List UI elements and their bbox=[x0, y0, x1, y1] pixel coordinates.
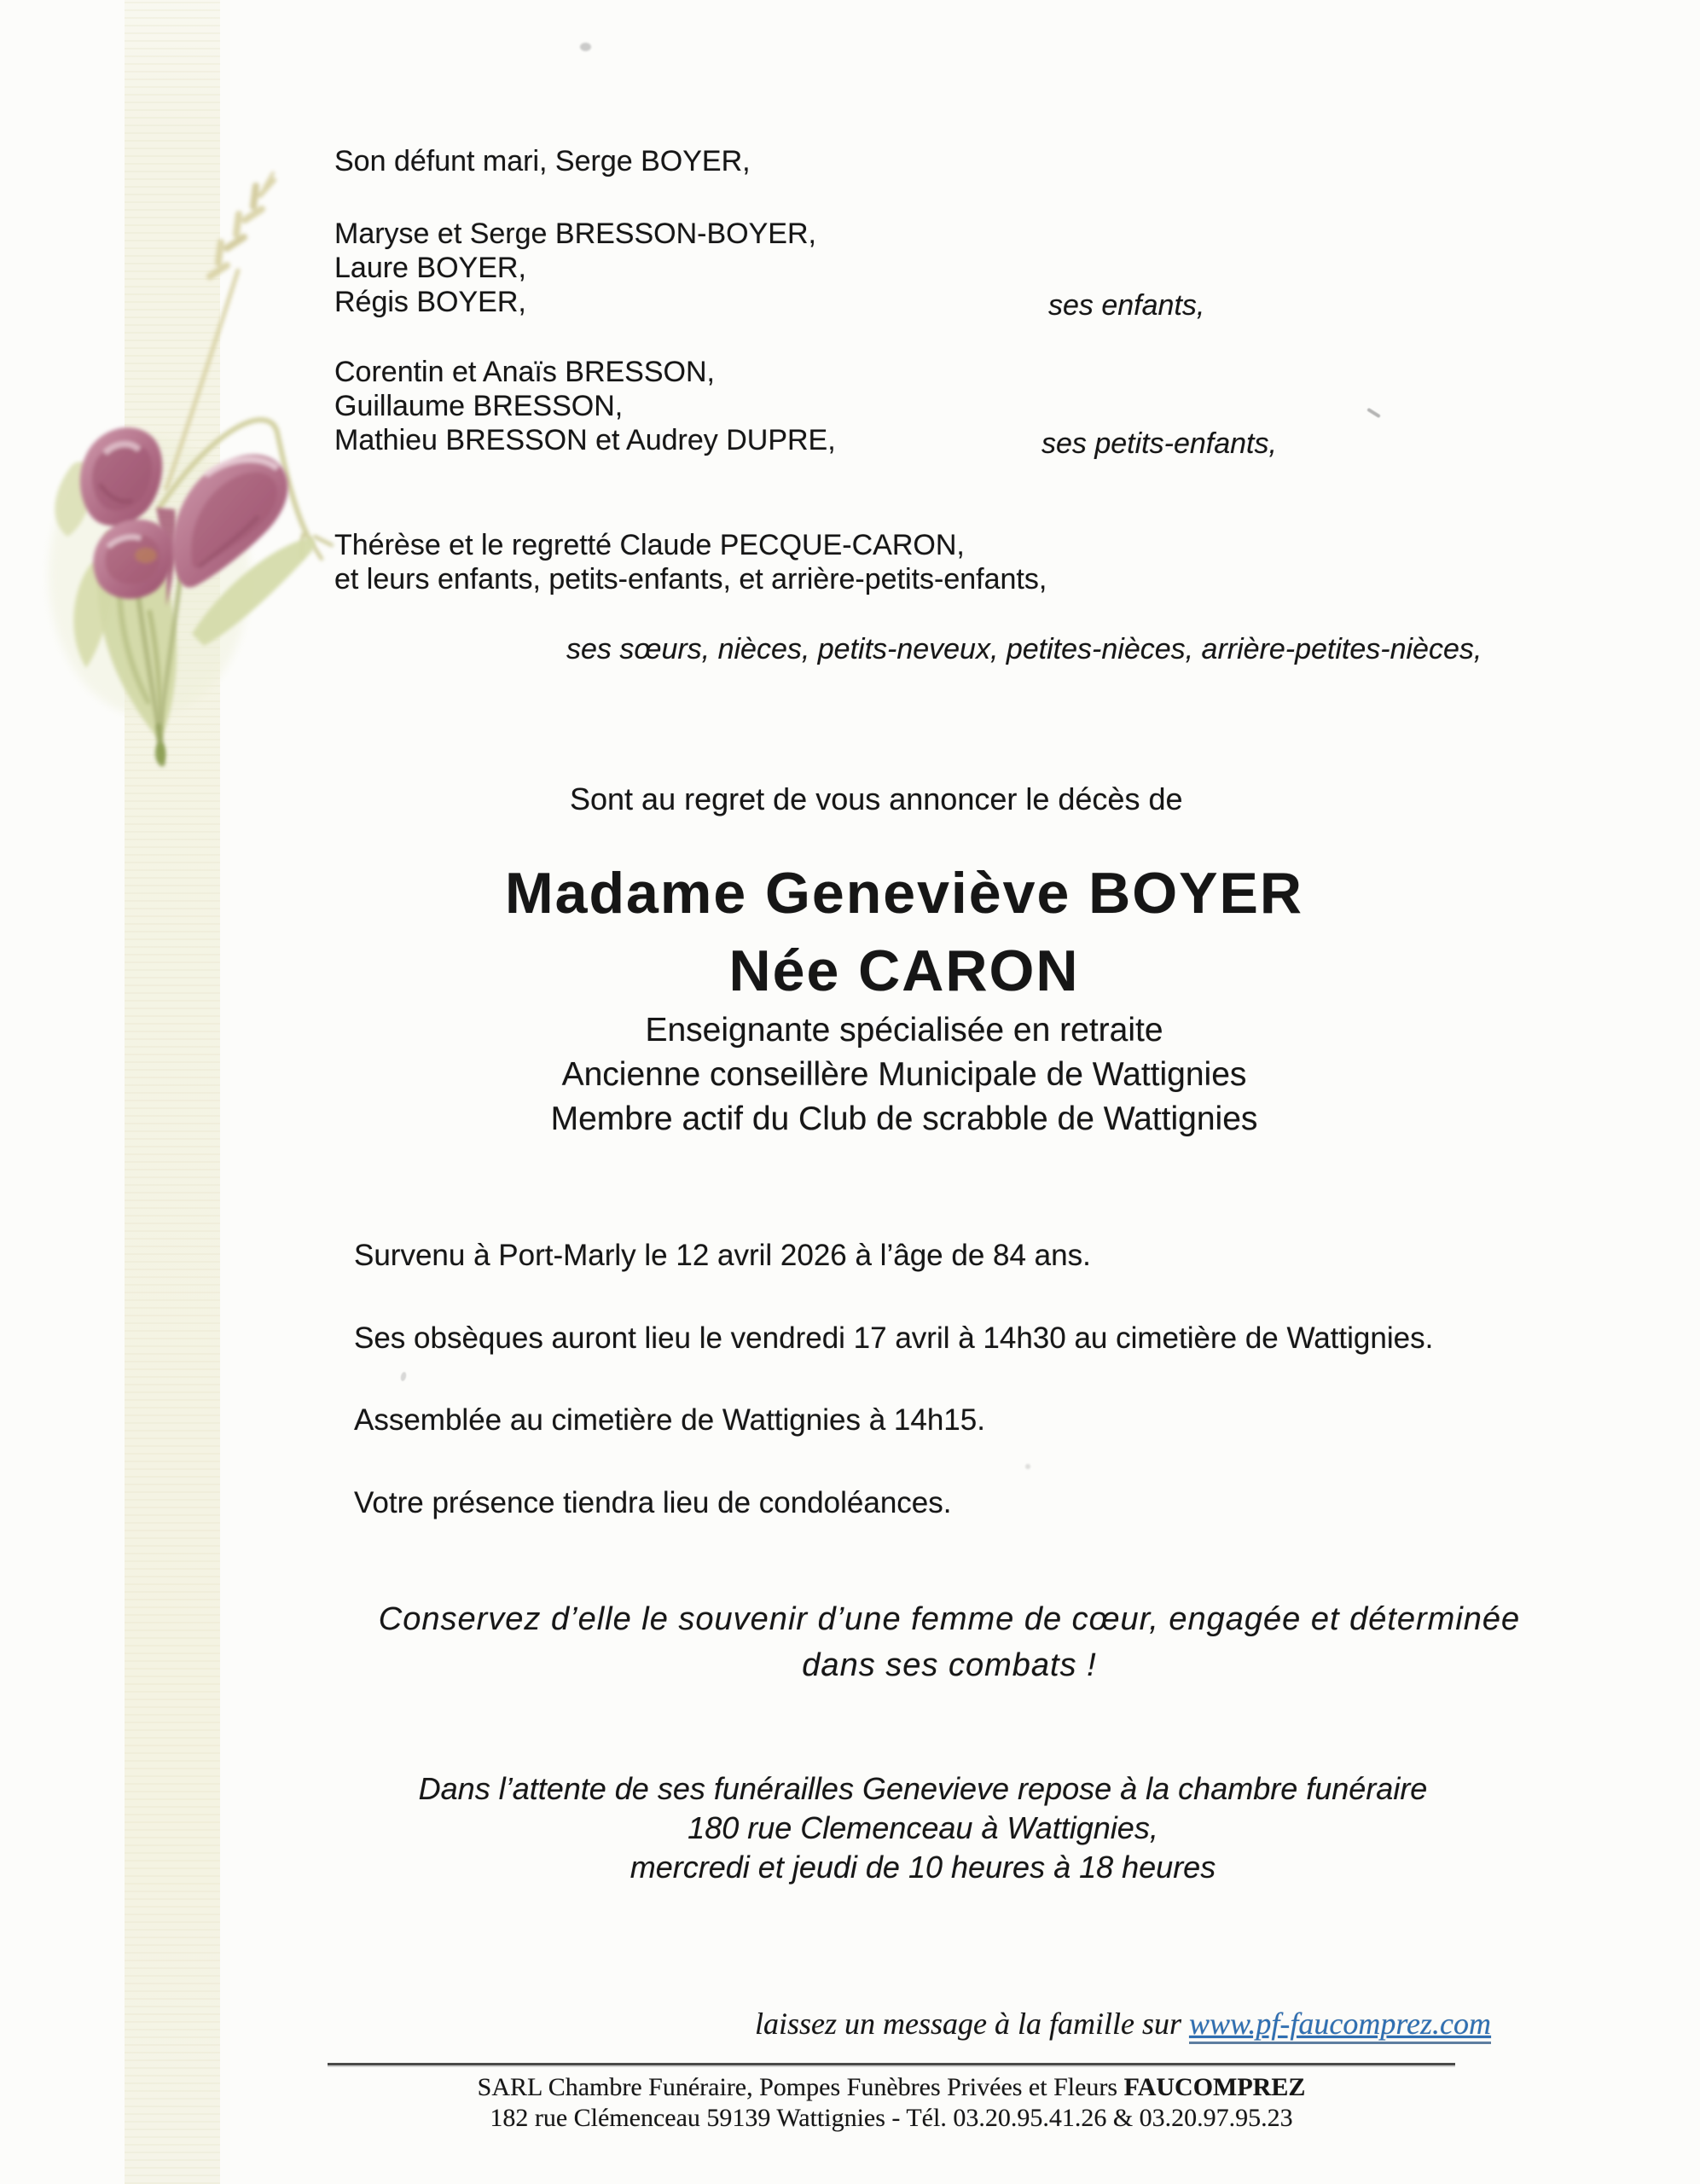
footer-divider bbox=[328, 2063, 1455, 2065]
tribute-line: dans ses combats ! bbox=[802, 1647, 1097, 1683]
maiden-name: Née CARON bbox=[728, 938, 1080, 1003]
grandchildren-lines bbox=[334, 355, 836, 457]
deceased-name: Madame Geneviève BOYER bbox=[505, 861, 1303, 926]
child-line: Laure BOYER, bbox=[334, 252, 526, 284]
funeral-home-company-line bbox=[328, 2073, 1455, 2103]
announcement-intro: Sont au regret de vous annoncer le décès de bbox=[570, 781, 1183, 816]
sibling-line: et leurs enfants, petits-enfants, et arrière-petits-enfants, bbox=[334, 563, 1047, 595]
stem-tip bbox=[155, 743, 165, 764]
online-message-prefix: laissez un message à la famille sur bbox=[755, 2007, 1189, 2041]
condolences-line: Votre présence tiendra lieu de condoléances. bbox=[354, 1486, 952, 1519]
funeral-details-line: Ses obsèques auront lieu le vendredi 17 avril à 14h30 au cimetière de Wattignies. bbox=[354, 1321, 1434, 1355]
grandchild-line: Guillaume BRESSON, bbox=[334, 390, 624, 422]
siblings-label: ses sœurs, nièces, petits-neveux, petites-nièces, arrière-petites-nièces, bbox=[566, 633, 1482, 665]
distinction-line: Ancienne conseillère Municipale de Wattignies bbox=[561, 1056, 1247, 1093]
grandchild-line: Mathieu BRESSON et Audrey DUPRE, bbox=[334, 424, 836, 456]
assembly-details-line: Assemblée au cimetière de Wattignies à 14h15. bbox=[354, 1403, 985, 1437]
company-name: FAUCOMPREZ bbox=[1123, 2073, 1306, 2101]
company-prefix: SARL Chambre Funéraire, Pompes Funèbres Privées et Fleurs bbox=[477, 2073, 1124, 2101]
sibling-line: Thérèse et le regretté Claude PECQUE-CARON, bbox=[334, 529, 965, 561]
death-details-line: Survenu à Port-Marly le 12 avril 2026 à l’âge de 84 ans. bbox=[354, 1239, 1091, 1272]
child-line: Maryse et Serge BRESSON-BOYER, bbox=[334, 218, 816, 250]
tribute-line: Conservez d’elle le souvenir d’une femme de cœur, engagée et déterminée bbox=[378, 1601, 1521, 1637]
children-label: ses enfants, bbox=[1048, 289, 1205, 322]
children-lines bbox=[334, 217, 816, 319]
funeral-home-website-link[interactable]: www.pf-faucomprez.com bbox=[1189, 2007, 1491, 2044]
funeral-home-address-line: 182 rue Clémenceau 59139 Wattignies - Tél. 03.20.95.41.26 & 03.20.97.95.23 bbox=[490, 2104, 1293, 2132]
grandchild-line: Corentin et Anaïs BRESSON, bbox=[334, 356, 715, 388]
repose-line: Dans l’attente de ses funérailles Genevieve repose à la chambre funéraire bbox=[418, 1771, 1428, 1806]
calla-lily-illustration bbox=[21, 166, 354, 781]
husband-line: Son défunt mari, Serge BOYER, bbox=[334, 145, 751, 177]
grandchildren-label: ses petits-enfants, bbox=[1041, 427, 1277, 460]
scan-speck bbox=[400, 1371, 407, 1381]
scan-speck bbox=[580, 43, 591, 51]
repose-line: 180 rue Clemenceau à Wattignies, bbox=[688, 1810, 1158, 1845]
online-message-line bbox=[755, 2007, 1491, 2042]
siblings-lines bbox=[334, 528, 1047, 596]
distinction-line: Enseignante spécialisée en retraite bbox=[645, 1012, 1163, 1048]
scan-speck bbox=[1025, 1464, 1030, 1469]
repose-line: mercredi et jeudi de 10 heures à 18 heures bbox=[630, 1850, 1216, 1885]
child-line: Régis BOYER, bbox=[334, 286, 526, 318]
scan-speck bbox=[1366, 408, 1381, 418]
distinction-line: Membre actif du Club de scrabble de Wattignies bbox=[550, 1101, 1258, 1137]
